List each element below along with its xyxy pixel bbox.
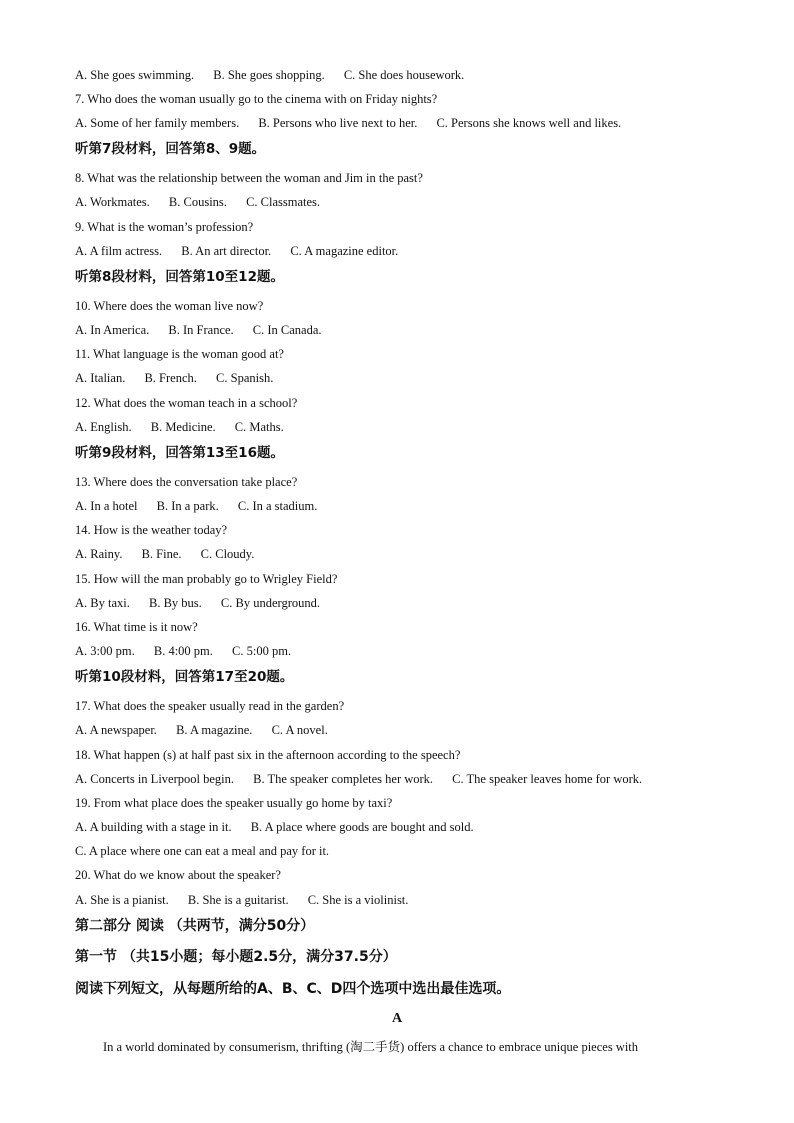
q15-options <box>75 595 336 611</box>
q10-options <box>75 322 338 338</box>
option-a: A. Rainy. <box>75 547 123 561</box>
part-two-heading: 第二部分 阅读 （共两节，满分50分） <box>75 918 315 934</box>
option-c: C. She does housework. <box>343 68 465 82</box>
option-c: C. Spanish. <box>216 371 274 385</box>
question-15: 15. How will the man probably go to Wrigley Field? <box>75 572 338 586</box>
option-a: A. She is a pianist. <box>75 893 169 907</box>
question-16: 16. What time is it now? <box>75 620 198 634</box>
q13-options <box>75 498 333 514</box>
option-a: A. Italian. <box>75 371 126 385</box>
option-b: B. An art director. <box>181 244 272 258</box>
option-b: B. In France. <box>168 323 234 337</box>
option-c: C. In a stadium. <box>237 499 318 513</box>
option-c: C. In Canada. <box>252 323 322 337</box>
question-7: 7. Who does the woman usually go to the cinema with on Friday nights? <box>75 92 438 106</box>
option-c: C. By underground. <box>220 596 320 610</box>
option-a: A. Workmates. <box>75 195 150 209</box>
option-a: A. Some of her family members. <box>75 116 240 130</box>
q8-options <box>75 194 336 210</box>
q19-options <box>75 819 490 835</box>
section-heading-7: 听第7段材料，回答第8、9题。 <box>75 141 266 157</box>
option-c: C. A magazine editor. <box>290 244 399 258</box>
q7-options <box>75 115 637 131</box>
question-20: 20. What do we know about the speaker? <box>75 868 281 882</box>
option-b: B. A magazine. <box>176 723 253 737</box>
option-a: A. Concerts in Liverpool begin. <box>75 772 234 786</box>
option-c: C. Classmates. <box>246 195 321 209</box>
question-10: 10. Where does the woman live now? <box>75 299 264 313</box>
option-b: B. The speaker completes her work. <box>253 772 434 786</box>
option-a: A. By taxi. <box>75 596 130 610</box>
q20-options <box>75 892 424 908</box>
passage-first-line: In a world dominated by consumerism, thrifting (淘二手货) offers a chance to embrace unique pieces with <box>103 1040 639 1054</box>
option-c: C. Maths. <box>234 420 284 434</box>
option-a: A. She goes swimming. <box>75 68 195 82</box>
option-c: C. She is a violinist. <box>307 893 409 907</box>
option-b: B. Persons who live next to her. <box>258 116 418 130</box>
section-one-heading: 第一节 （共15小题；每小题2.5分，满分37.5分） <box>75 949 397 965</box>
option-c: C. 5:00 pm. <box>232 644 292 658</box>
q19-option-c: C. A place where one can eat a meal and pay for it. <box>75 844 330 858</box>
question-12: 12. What does the woman teach in a school? <box>75 396 298 410</box>
q16-options <box>75 643 307 659</box>
q17-options <box>75 722 344 738</box>
option-b: B. By bus. <box>148 596 202 610</box>
question-8: 8. What was the relationship between the woman and Jim in the past? <box>75 171 423 185</box>
question-17: 17. What does the speaker usually read in the garden? <box>75 699 345 713</box>
option-b: B. Medicine. <box>150 420 216 434</box>
q18-options <box>75 771 658 787</box>
option-c: C. A novel. <box>271 723 328 737</box>
section-heading-8: 听第8段材料，回答第10至12题。 <box>75 269 284 285</box>
option-b: B. She is a guitarist. <box>187 893 289 907</box>
option-a: A. A film actress. <box>75 244 163 258</box>
option-a: A. In America. <box>75 323 150 337</box>
reading-instructions: 阅读下列短文，从每题所给的A、B、C、D四个选项中选出最佳选项。 <box>75 981 511 997</box>
option-c: C. Persons she knows well and likes. <box>436 116 622 130</box>
option-a: A. A newspaper. <box>75 723 157 737</box>
q14-options <box>75 546 270 562</box>
question-11: 11. What language is the woman good at? <box>75 347 284 361</box>
section-heading-9: 听第9段材料，回答第13至16题。 <box>75 445 284 461</box>
option-a: A. A building with a stage in it. <box>75 820 232 834</box>
option-a: A. English. <box>75 420 132 434</box>
question-19: 19. From what place does the speaker usually go home by taxi? <box>75 796 393 810</box>
section-heading-10: 听第10段材料，回答第17至20题。 <box>75 669 294 685</box>
option-a: A. 3:00 pm. <box>75 644 135 658</box>
q11-options <box>75 370 289 386</box>
option-b: B. A place where goods are bought and sold. <box>250 820 474 834</box>
q9-options <box>75 243 414 259</box>
option-c: C. The speaker leaves home for work. <box>452 772 643 786</box>
question-13: 13. Where does the conversation take place? <box>75 475 298 489</box>
option-a: A. In a hotel <box>75 499 138 513</box>
option-b: B. French. <box>144 371 197 385</box>
option-b: B. She goes shopping. <box>213 68 325 82</box>
question-14: 14. How is the weather today? <box>75 523 228 537</box>
option-c: C. Cloudy. <box>200 547 255 561</box>
option-b: B. Fine. <box>141 547 182 561</box>
q6-options <box>75 67 480 83</box>
question-9: 9. What is the woman’s profession? <box>75 220 254 234</box>
option-b: B. Cousins. <box>168 195 227 209</box>
question-18: 18. What happen (s) at half past six in the afternoon according to the speech? <box>75 748 461 762</box>
option-b: B. In a park. <box>156 499 219 513</box>
option-b: B. 4:00 pm. <box>153 644 213 658</box>
q12-options <box>75 419 300 435</box>
passage-title: A <box>391 1011 403 1026</box>
